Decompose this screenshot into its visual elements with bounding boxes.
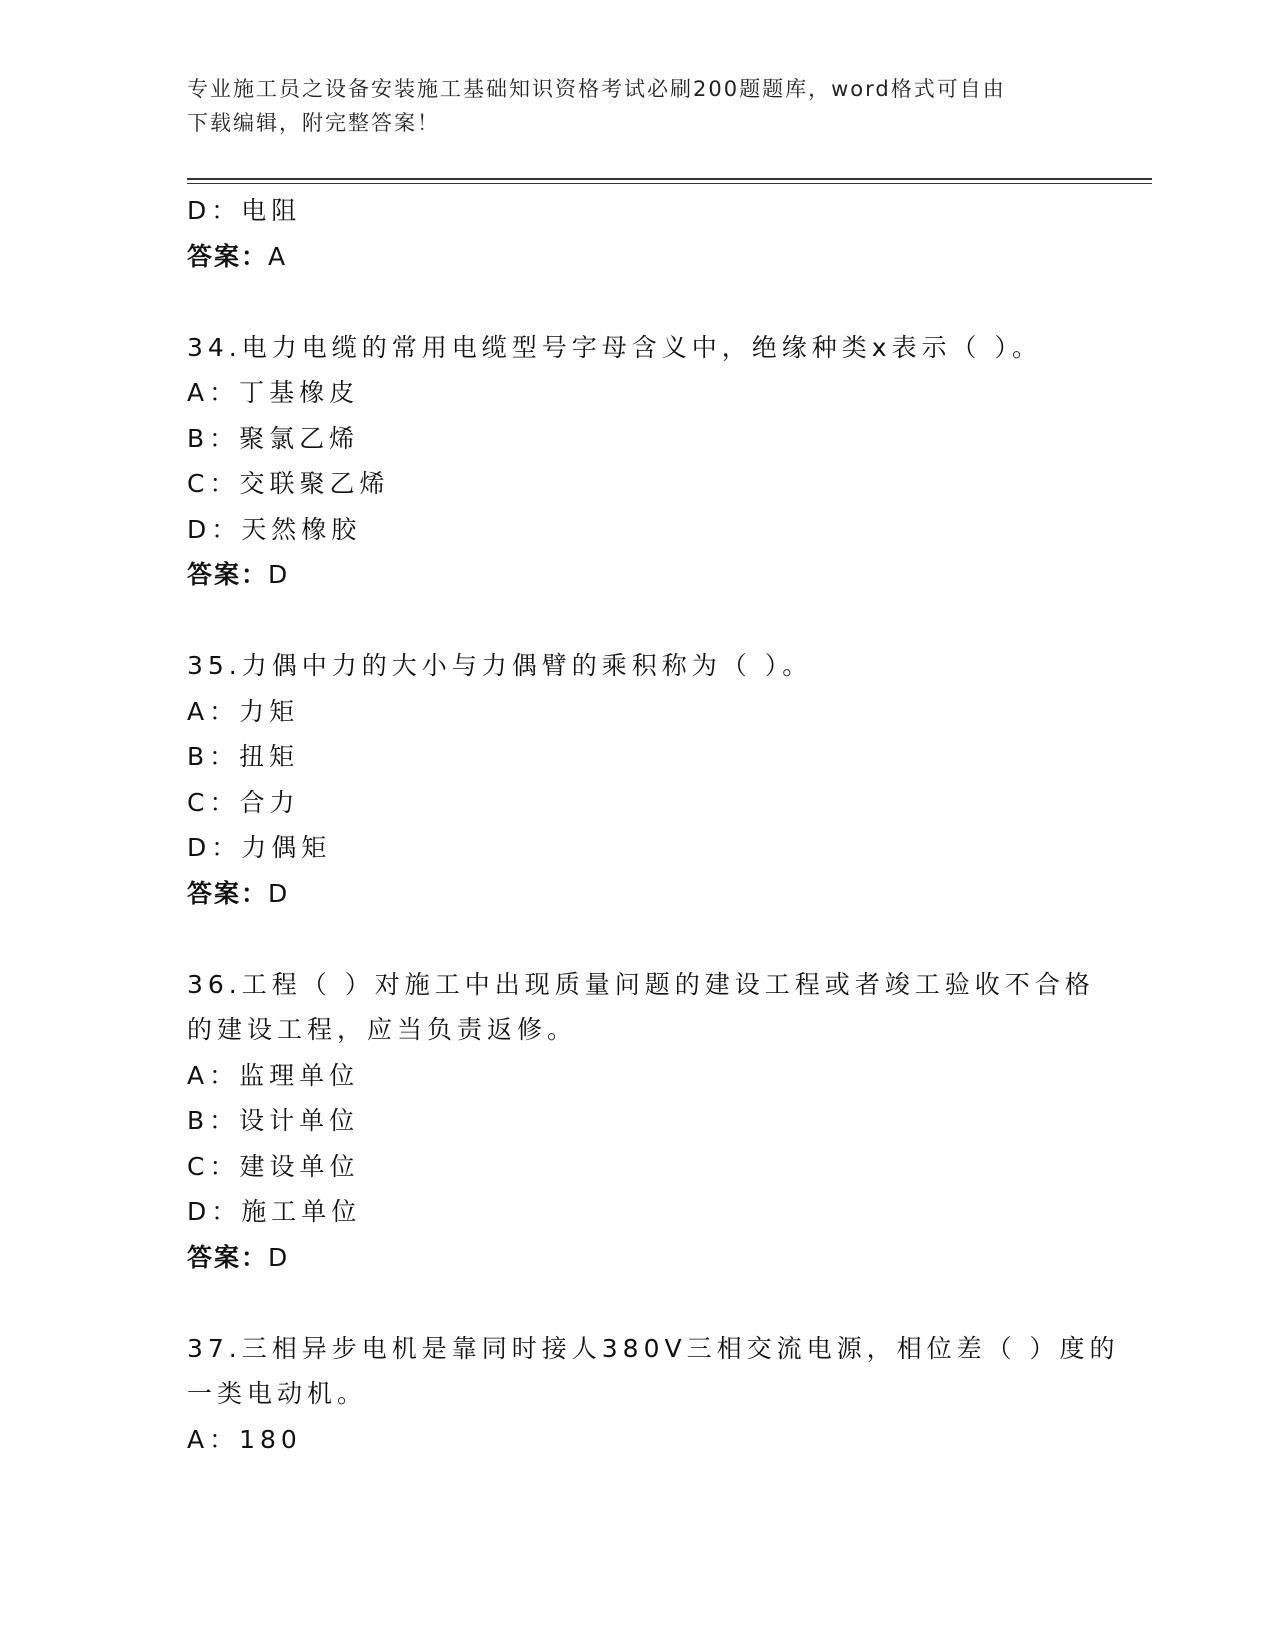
question-stem-line-2: 的建设工程，应当负责返修。 — [187, 1015, 578, 1044]
option-a: A：力矩 — [187, 696, 300, 726]
header-rule-thin — [187, 183, 1152, 184]
question-36 — [187, 962, 1095, 1281]
option-d: D：电阻 — [187, 196, 302, 225]
answer-label: 答案： — [187, 241, 269, 271]
answer-label: 答案： — [187, 1242, 269, 1272]
option-c: C：合力 — [187, 787, 300, 817]
option-d: D：施工单位 — [187, 1197, 362, 1226]
document-body — [187, 188, 1120, 1462]
answer-value: D — [268, 560, 290, 589]
answer-line — [187, 871, 1087, 917]
answer-value: D — [268, 878, 290, 908]
header-line-1: 专业施工员之设备安装施工基础知识资格考试必刷200题题库，word格式可自由 — [187, 77, 1006, 101]
option-c: C：交联聚乙烯 — [187, 469, 390, 498]
question-stem-line-1: 36.工程（ ）对施工中出现质量问题的建设工程或者竣工验收不合格 — [187, 969, 1095, 999]
option-d: D：力偶矩 — [187, 833, 332, 862]
option-b: B：设计单位 — [187, 1106, 360, 1135]
option-a: A：监理单位 — [187, 1060, 360, 1090]
option-b: B：聚氯乙烯 — [187, 423, 360, 453]
header-rule-thick — [187, 178, 1152, 180]
question-stem: 34.电力电缆的常用电缆型号字母含义中，绝缘种类x表示（ ）。 — [187, 332, 1043, 362]
option-a: A：丁基橡皮 — [187, 378, 360, 407]
question-35 — [187, 643, 1087, 916]
answer-line — [187, 552, 1087, 598]
option-a: A：180 — [187, 1424, 302, 1454]
answer-label: 答案： — [187, 560, 269, 589]
question-stem-line-1: 37.三相异步电机是靠同时接人380V三相交流电源，相位差（ ）度的 — [187, 1333, 1120, 1363]
answer-line — [187, 234, 1087, 280]
question-stem: 35.力偶中力的大小与力偶臂的乘积称为（ ）。 — [187, 651, 813, 680]
carryover-block — [187, 188, 1087, 279]
answer-line — [187, 1235, 1087, 1281]
option-c: C：建设单位 — [187, 1151, 360, 1181]
question-34 — [187, 325, 1087, 598]
header-line-2: 下载编辑，附完整答案！ — [187, 111, 440, 135]
answer-value: D — [268, 1242, 290, 1272]
question-stem-line-2: 一类电动机。 — [187, 1379, 368, 1408]
option-b: B：扭矩 — [187, 742, 300, 771]
document-header — [187, 72, 1067, 140]
question-37 — [187, 1326, 1120, 1463]
answer-label: 答案： — [187, 878, 269, 908]
option-d: D：天然橡胶 — [187, 514, 362, 544]
answer-value: A — [268, 241, 288, 271]
